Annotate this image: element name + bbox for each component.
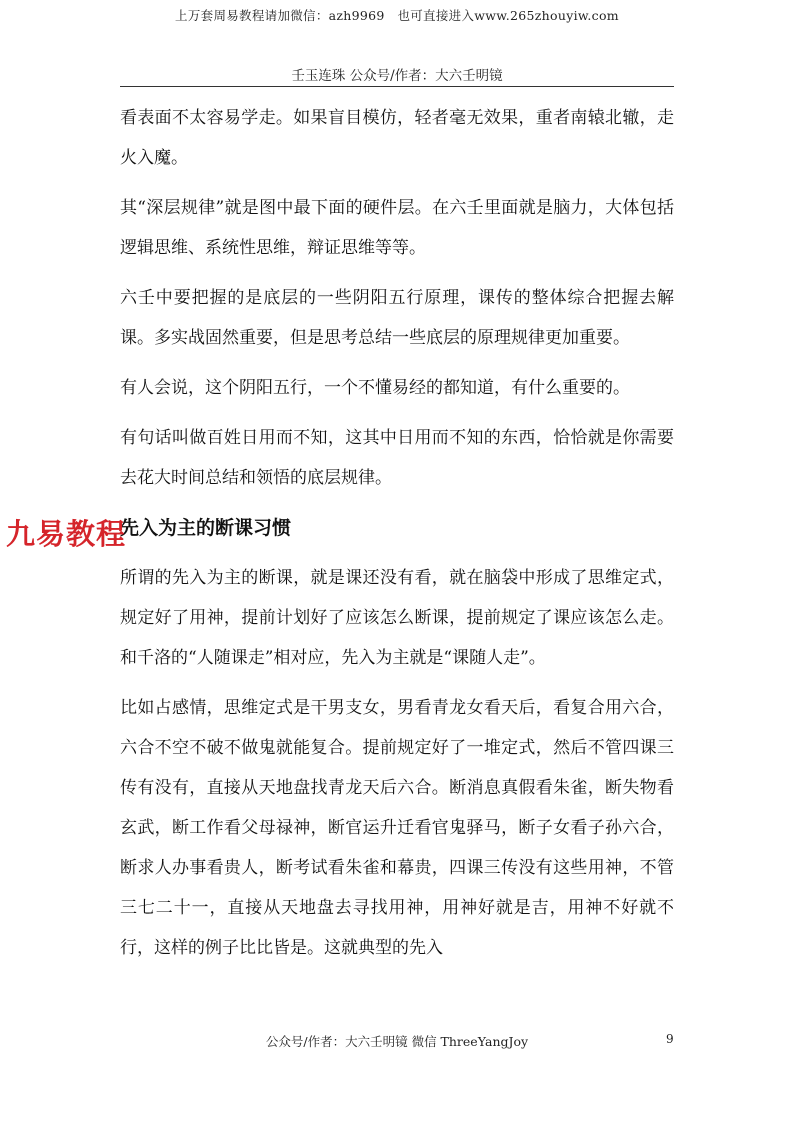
paragraph: 其“深层规律”就是图中最下面的硬件层。在六壬里面就是脑力，大体包括逻辑思维、系统性思维，辩证思维等等。 — [120, 198, 674, 258]
page-footer: 公众号/作者：大六壬明镜 微信 ThreeYangJoy — [265, 1034, 529, 1049]
paragraph: 比如占感情，思维定式是干男支女，男看青龙女看天后，看复合用六合，六合不空不破不做鬼就能复合。提前规定好了一堆定式，然后不管四课三传有没有，直接从天地盘找青龙天后六合。断消息真假看朱雀，断失物看玄武，断工作看父母禄神，断官运升迁看官鬼驿马，断子女看子孙六合，断求人办事看贵人，断考试看朱雀和幕贵，四课三传没有这些用神，不管三七二十一，直接从天地盘去寻找用神，用神好就是吉，用神不好就不行，这样的例子比比皆是。这就典型的先入 — [120, 698, 674, 958]
paragraph: 所谓的先入为主的断课，就是课还没有看，就在脑袋中形成了思维定式，规定好了用神，提前计划好了应该怎么断课，提前规定了课应该怎么走。和千洛的“人随课走”相对应，先入为主就是“课随人走”。 — [120, 568, 674, 668]
page-number: 9 — [666, 1032, 674, 1046]
top-banner: 上万套周易教程请加微信：azh9969 也可直接进入www.265zhouyiw.com — [175, 8, 619, 23]
paragraph: 有人会说，这个阴阳五行，一个不懂易经的都知道，有什么重要的。 — [120, 378, 630, 398]
paragraph: 看表面不太容易学走。如果盲目模仿，轻者毫无效果，重者南辕北辙，走火入魔。 — [120, 108, 674, 168]
page-content — [6, 98, 674, 978]
section-heading — [6, 508, 674, 551]
paragraph: 有句话叫做百姓日用而不知，这其中日用而不知的东西，恰恰就是你需要去花大时间总结和领悟的底层规律。 — [120, 428, 674, 488]
paragraph: 六壬中要把握的是底层的一些阴阳五行原理，课传的整体综合把握去解课。多实战固然重要，但是思考总结一些底层的原理规律更加重要。 — [120, 288, 674, 348]
watermark-logo: 九易教程 — [6, 517, 127, 551]
section-heading-text: 先入为主的断课习惯 — [120, 517, 292, 539]
running-header: 壬玉连珠 公众号/作者：大六壬明镜 — [291, 68, 503, 84]
header-rule — [120, 86, 674, 87]
